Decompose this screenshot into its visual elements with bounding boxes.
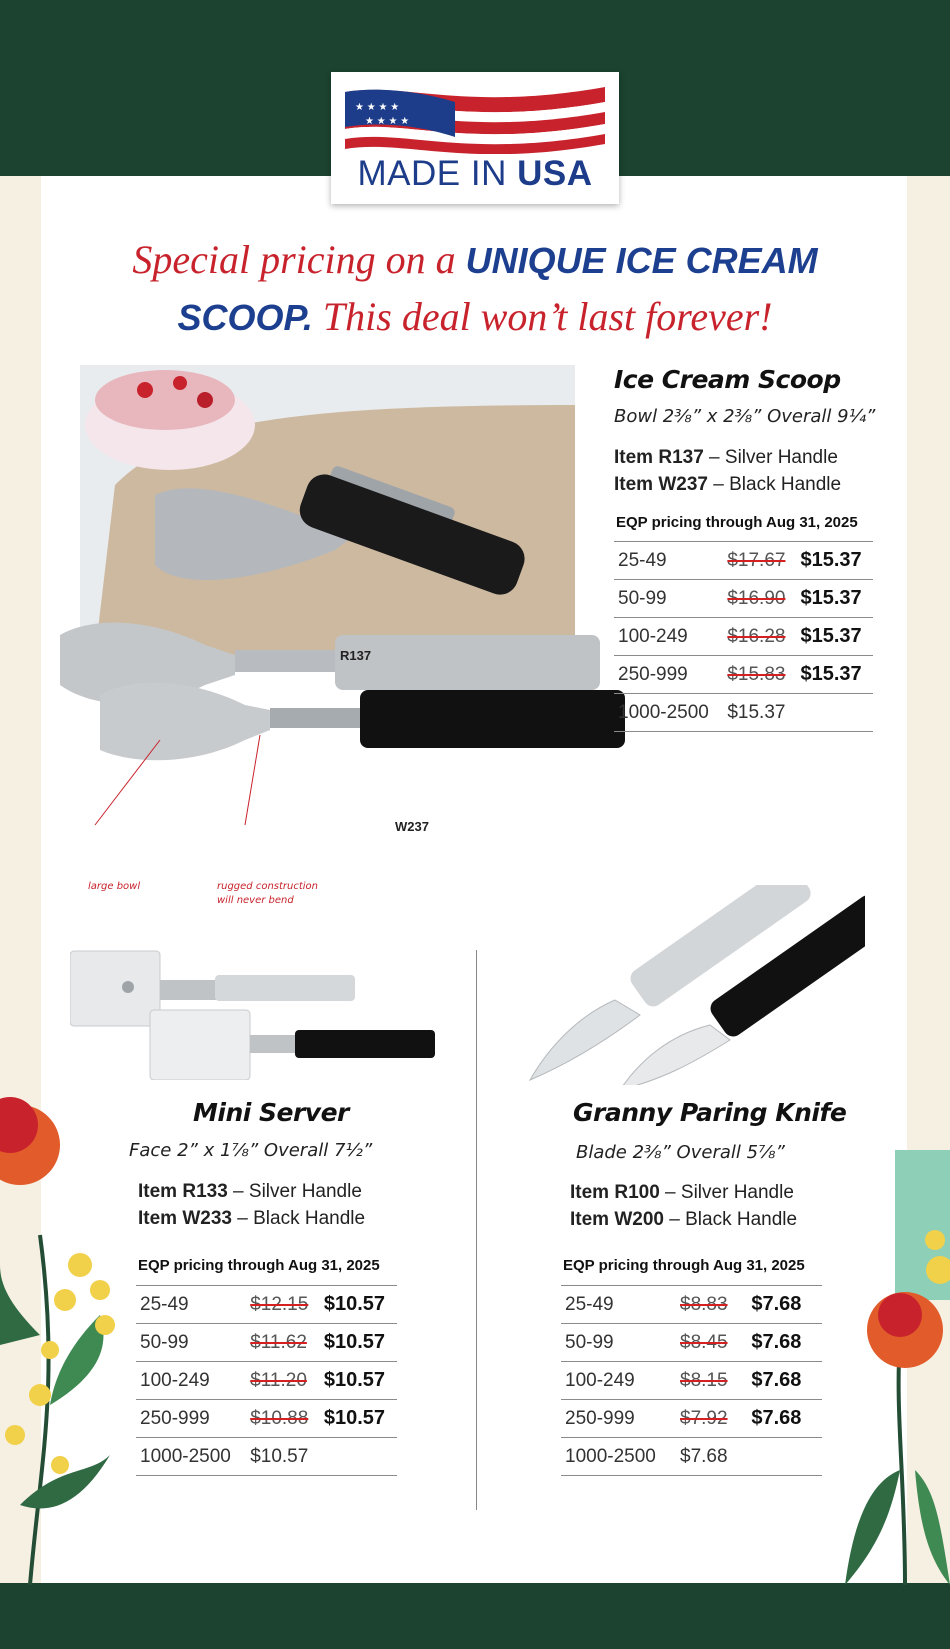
bottom-band [0, 1583, 950, 1649]
label-w237: W237 [395, 819, 429, 834]
flower-decoration-left [0, 1085, 120, 1585]
svg-text:★ ★ ★ ★: ★ ★ ★ ★ [355, 102, 400, 113]
server-eqp-label: EQP pricing through Aug 31, 2025 [138, 1257, 380, 1274]
usa-text: USA [517, 154, 593, 193]
table-row: 100-249 $8.15 $7.68 [561, 1362, 822, 1400]
knife-title: Granny Paring Knife [573, 1098, 847, 1127]
scoop-title: Ice Cream Scoop [614, 365, 841, 394]
table-row: 50-99 $11.62 $10.57 [136, 1324, 397, 1362]
knife-items: Item R100 – Silver Handle Item W200 – Black Handle [570, 1182, 798, 1230]
server-price-table [136, 1285, 397, 1476]
label-r137: R137 [340, 648, 372, 663]
table-row: 25-49 $17.67 $15.37 [614, 542, 873, 580]
made-in-text: MADE IN [357, 154, 507, 193]
scoop-eqp-label: EQP pricing through Aug 31, 2025 [616, 514, 858, 531]
table-row: 1000-2500 $10.57 [136, 1438, 397, 1476]
paring-knife-photo [520, 885, 865, 1085]
headline [60, 232, 890, 346]
server-dims: Face 2” x 1⅞” Overall 7½” [129, 1140, 373, 1161]
table-row: 1000-2500 $15.37 [614, 694, 873, 732]
svg-text:★ ★ ★ ★: ★ ★ ★ ★ [365, 116, 410, 127]
scoop-dims: Bowl 2⅜” x 2⅜” Overall 9¼” [614, 406, 876, 427]
headline-part2: This deal won’t last forever! [312, 294, 773, 339]
server-items: Item R133 – Silver Handle Item W233 – Black Handle [138, 1181, 366, 1229]
headline-bold2: SCOOP. [177, 297, 313, 338]
server-title: Mini Server [193, 1098, 349, 1127]
table-row: 250-999 $7.92 $7.68 [561, 1400, 822, 1438]
column-divider [476, 950, 477, 1510]
made-in-usa-badge [331, 72, 619, 204]
headline-part1: Special pricing on a [132, 237, 466, 282]
table-row: 250-999 $10.88 $10.57 [136, 1400, 397, 1438]
annotation-rugged: rugged construction will never bend [217, 881, 319, 906]
table-row: 50-99 $16.90 $15.37 [614, 580, 873, 618]
table-row: 50-99 $8.45 $7.68 [561, 1324, 822, 1362]
table-row: 25-49 $8.83 $7.68 [561, 1286, 822, 1324]
ice-cream-scoop-photo [55, 365, 655, 885]
table-row: 100-249 $16.28 $15.37 [614, 618, 873, 656]
flower-decoration-right [845, 1150, 950, 1585]
knife-eqp-label: EQP pricing through Aug 31, 2025 [563, 1257, 805, 1274]
knife-dims: Blade 2⅜” Overall 5⅞” [576, 1142, 785, 1163]
headline-bold1: UNIQUE ICE CREAM [465, 240, 818, 281]
knife-price-table [561, 1285, 822, 1476]
table-row: 100-249 $11.20 $10.57 [136, 1362, 397, 1400]
usa-flag-icon [345, 82, 605, 154]
scoop-item2-code: Item W237 [614, 474, 708, 495]
mini-server-photo [70, 945, 440, 1080]
table-row: 250-999 $15.83 $15.37 [614, 656, 873, 694]
scoop-items: Item R137 – Silver Handle Item W237 – Black Handle [614, 447, 842, 495]
table-row: 1000-2500 $7.68 [561, 1438, 822, 1476]
scoop-price-table [614, 541, 873, 732]
table-row: 25-49 $12.15 $10.57 [136, 1286, 397, 1324]
annotation-large-bowl: large bowl [88, 881, 141, 892]
scoop-item1-code: Item R137 [614, 447, 704, 468]
